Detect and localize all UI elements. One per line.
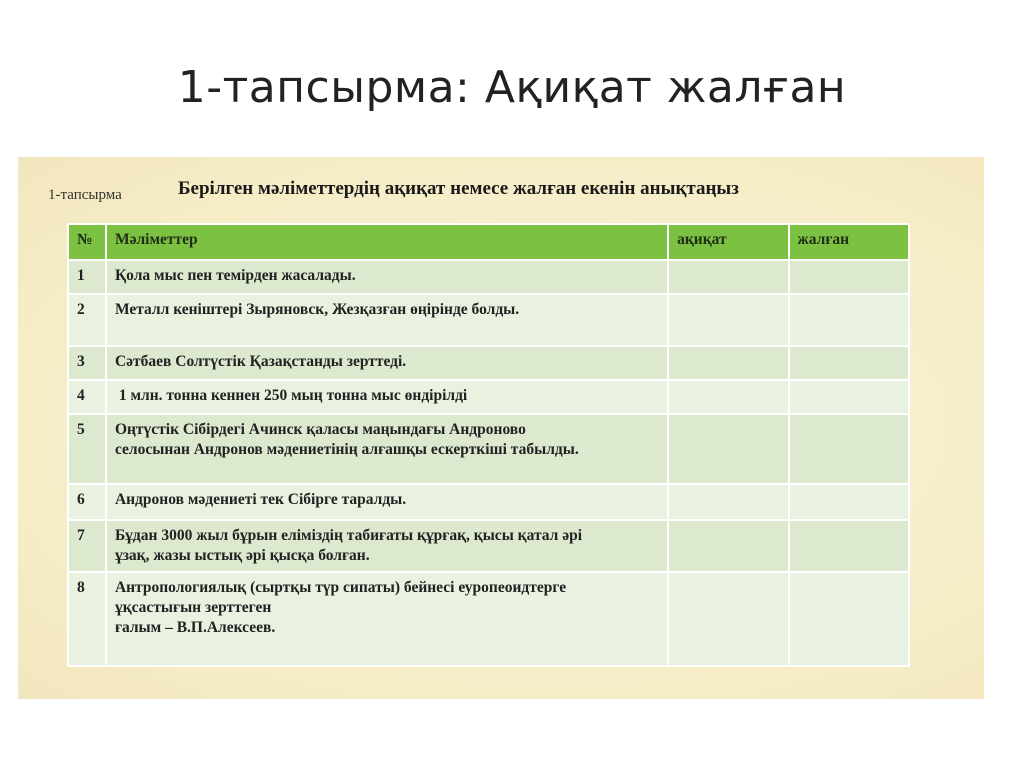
answer-cell-false[interactable] bbox=[789, 414, 909, 484]
header-number: № bbox=[68, 224, 106, 260]
row-number: 8 bbox=[68, 572, 106, 666]
row-fact bbox=[106, 260, 668, 294]
fact-line: 1 млн. тонна кеннен 250 мың тонна мыс өндірілді bbox=[114, 387, 468, 404]
answer-cell-false[interactable] bbox=[789, 346, 909, 380]
answer-cell-true[interactable] bbox=[668, 380, 788, 414]
row-number: 1 bbox=[68, 260, 106, 294]
answer-cell-true[interactable] bbox=[668, 414, 788, 484]
fact-line: Андронов мәдениеті тек Сібірге таралды. bbox=[114, 491, 407, 508]
row-fact bbox=[106, 294, 668, 346]
fact-line: ұзақ, жазы ыстық әрі қысқа болған. bbox=[114, 547, 370, 564]
table-row bbox=[68, 346, 909, 380]
answer-cell-true[interactable] bbox=[668, 520, 788, 572]
fact-line: Металл кеніштері Зыряновск, Жезқазған өңірінде болды. bbox=[114, 301, 520, 318]
fact-line: Бұдан 3000 жыл бұрын еліміздің табиғаты құрғақ, қысы қатал әрі bbox=[114, 527, 583, 544]
fact-line: ұқсастығын зерттеген bbox=[114, 599, 272, 616]
fact-line: Сәтбаев Солтүстік Қазақстанды зерттеді. bbox=[114, 353, 407, 370]
table-header-row bbox=[68, 224, 909, 260]
fact-line: ғалым – В.П.Алексеев. bbox=[114, 619, 276, 636]
answer-cell-true[interactable] bbox=[668, 572, 788, 666]
row-number: 5 bbox=[68, 414, 106, 484]
fact-line: Оңтүстік Сібірдегі Ачинск қаласы маңындағы Андроново bbox=[114, 421, 526, 438]
answer-cell-false[interactable] bbox=[789, 380, 909, 414]
row-number: 7 bbox=[68, 520, 106, 572]
row-number: 3 bbox=[68, 346, 106, 380]
row-fact bbox=[106, 520, 668, 572]
row-fact bbox=[106, 380, 668, 414]
table-row bbox=[68, 380, 909, 414]
table-row bbox=[68, 520, 909, 572]
answer-cell-true[interactable] bbox=[668, 294, 788, 346]
header-facts: Мәліметтер bbox=[106, 224, 668, 260]
row-number: 6 bbox=[68, 484, 106, 520]
row-fact bbox=[106, 414, 668, 484]
answer-cell-false[interactable] bbox=[789, 260, 909, 294]
header-true: ақиқат bbox=[668, 224, 788, 260]
table-row bbox=[68, 484, 909, 520]
table-body bbox=[68, 260, 909, 666]
table-row bbox=[68, 572, 909, 666]
row-fact bbox=[106, 572, 668, 666]
answer-cell-false[interactable] bbox=[789, 294, 909, 346]
row-number: 2 bbox=[68, 294, 106, 346]
answer-cell-true[interactable] bbox=[668, 260, 788, 294]
fact-line: селосынан Андронов мәдениетінің алғашқы ескерткіші табылды. bbox=[114, 441, 579, 458]
answer-cell-false[interactable] bbox=[789, 572, 909, 666]
table-row bbox=[68, 294, 909, 346]
header-false: жалған bbox=[789, 224, 909, 260]
slide-title: 1-тапсырма: Ақиқат жалған bbox=[177, 62, 847, 113]
answer-cell-true[interactable] bbox=[668, 346, 788, 380]
table-row bbox=[68, 414, 909, 484]
row-fact bbox=[106, 484, 668, 520]
answer-cell-false[interactable] bbox=[789, 520, 909, 572]
task-label: 1-тапсырма bbox=[48, 187, 122, 203]
answer-cell-true[interactable] bbox=[668, 484, 788, 520]
answer-cell-false[interactable] bbox=[789, 484, 909, 520]
task-panel bbox=[18, 157, 984, 699]
fact-line: Антропологиялық (сыртқы түр сипаты) бейнесі еуропеоидтерге bbox=[114, 579, 567, 596]
task-instruction: Берілген мәліметтердің ақиқат немесе жалған екенін анықтаңыз bbox=[178, 178, 739, 199]
table-row bbox=[68, 260, 909, 294]
facts-table bbox=[67, 223, 910, 667]
fact-line: Қола мыс пен темірден жасалады. bbox=[114, 267, 356, 284]
row-number: 4 bbox=[68, 380, 106, 414]
row-fact bbox=[106, 346, 668, 380]
